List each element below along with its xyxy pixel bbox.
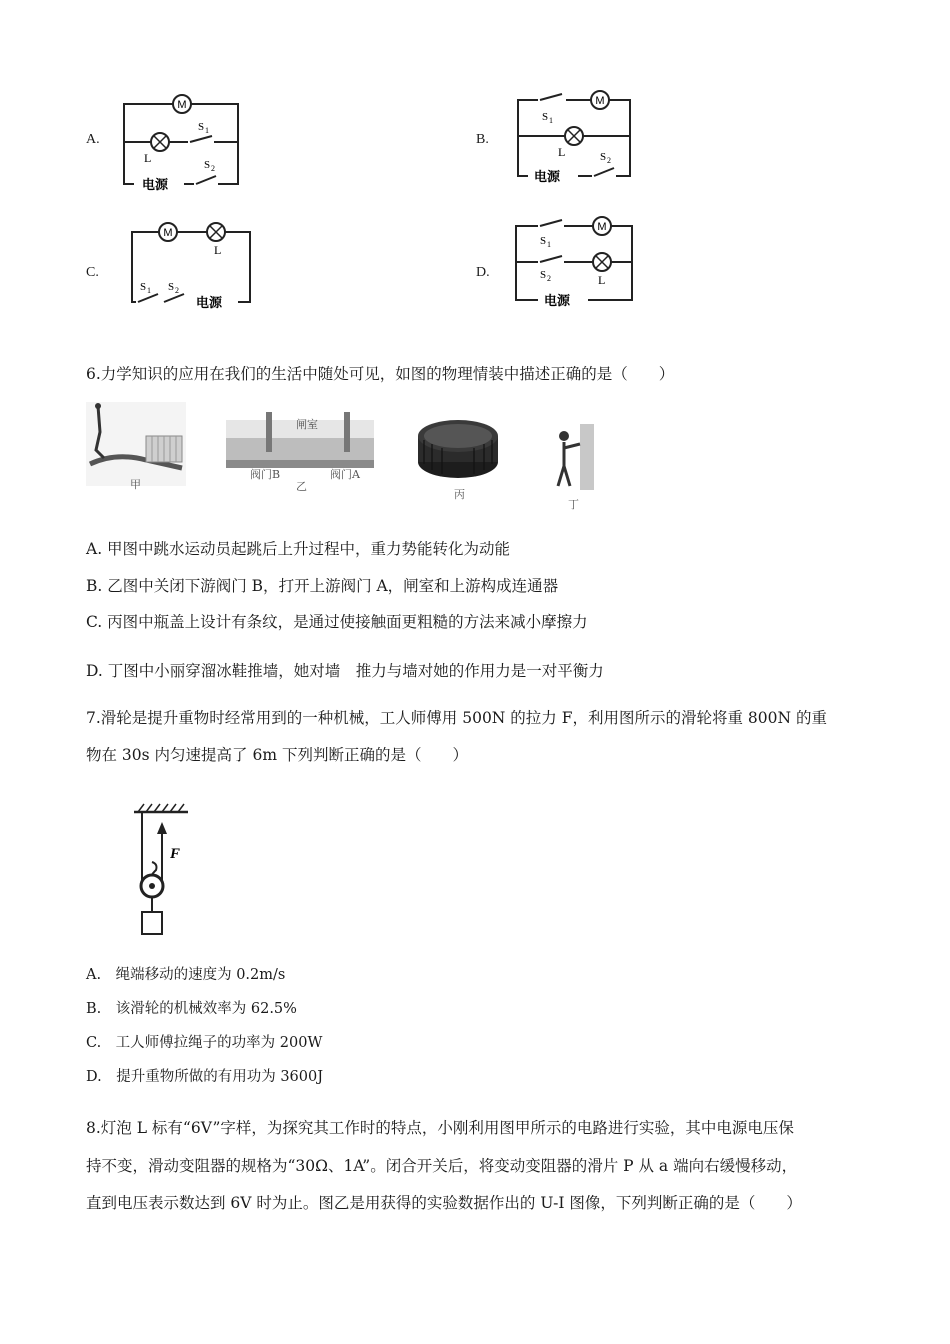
figure-label-jia: 甲	[130, 478, 141, 491]
question-6-option-a: A. 甲图中跳水运动员起跳后上升过程中，重力势能转化为动能	[86, 540, 511, 558]
figure-label-valve-a: 阀门A	[330, 468, 360, 481]
lamp-label: L	[144, 151, 152, 165]
svg-text:S: S	[540, 269, 547, 281]
question-7-option-a: A. 绳端移动的速度为 0.2m/s	[86, 967, 286, 983]
svg-text:M: M	[595, 95, 605, 107]
circuit-diagram-c	[124, 218, 258, 314]
svg-text:1: 1	[547, 240, 551, 249]
svg-text:S: S	[140, 281, 147, 293]
svg-text:1: 1	[147, 286, 151, 295]
svg-text:M: M	[597, 221, 607, 233]
svg-text:S: S	[168, 281, 175, 293]
force-label: F	[170, 846, 181, 862]
question-7-option-b: B. 该滑轮的机械效率为 62.5%	[86, 1001, 297, 1017]
figure-pulley	[128, 800, 200, 946]
figure-label-yi: 乙	[296, 480, 307, 493]
svg-text:S: S	[540, 235, 547, 247]
svg-text:2: 2	[175, 286, 179, 295]
figure-label-ding: 丁	[568, 498, 579, 511]
question-7-option-d: D. 提升重物所做的有用功为 3600J	[86, 1069, 324, 1085]
option-letter-a: A.	[86, 132, 100, 147]
motor-label: M	[177, 99, 187, 111]
question-8-line-3: 直到电压表示数达到 6V 时为止。图乙是用获得的实验数据作出的 U-I 图像，下列判断正确的是（ ）	[86, 1194, 802, 1212]
circuit-diagram-d	[508, 212, 640, 310]
figure-yi-canal-lock	[226, 406, 374, 493]
svg-text:S: S	[204, 159, 211, 171]
figure-label-lock-chamber: 闸室	[296, 418, 318, 431]
figure-ding-girl-pushing-wall	[550, 424, 594, 511]
svg-text:S: S	[600, 151, 607, 163]
question-8-line-2: 持不变，滑动变阻器的规格为“30Ω、1A”。闭合开关后，将变动变阻器的滑片 P 从 a 端向右缓慢移动，	[86, 1157, 798, 1175]
svg-text:L: L	[558, 145, 566, 159]
question-7-option-c: C. 工人师傅拉绳子的功率为 200W	[86, 1035, 323, 1051]
circuit-diagram-a	[118, 94, 246, 192]
power-source-label: 电源	[544, 294, 571, 309]
svg-text:L: L	[598, 273, 606, 287]
svg-text:2: 2	[547, 274, 551, 283]
svg-text:1: 1	[205, 126, 209, 135]
svg-text:2: 2	[211, 164, 215, 173]
question-6-option-b: B. 乙图中关闭下游阀门 B，打开上游阀门 A，闸室和上游构成连通器	[86, 577, 559, 595]
question-8-line-1: 8.灯泡 L 标有“6V”字样，为探究其工作时的特点，小刚利用图甲所示的电路进行实验，其中电源电压保	[86, 1119, 794, 1137]
question-6-option-c: C. 丙图中瓶盖上设计有条纹，是通过使接触面更粗糙的方法来减小摩擦力	[86, 613, 588, 631]
option-letter-c: C.	[86, 265, 99, 280]
svg-text:S: S	[542, 111, 549, 123]
power-source-label: 电源	[142, 178, 169, 192]
power-source-label: 电源	[534, 170, 561, 185]
figure-bing-bottle-cap	[416, 414, 500, 501]
question-6-stem: 6.力学知识的应用在我们的生活中随处可见，如图的物理情装中描述正确的是（ ）	[86, 365, 675, 383]
svg-text:2: 2	[607, 156, 611, 165]
svg-text:1: 1	[549, 116, 553, 125]
figure-jia-diver	[86, 402, 186, 490]
power-source-label: 电源	[196, 296, 223, 311]
figure-label-valve-b: 阀门B	[250, 468, 281, 481]
svg-text:M: M	[163, 227, 173, 239]
option-letter-d: D.	[476, 265, 490, 280]
circuit-diagram-b	[510, 90, 638, 188]
option-letter-b: B.	[476, 132, 489, 147]
question-6-option-d: D. 丁图中小丽穿溜冰鞋推墙，她对墙 推力与墙对她的作用力是一对平衡力	[86, 662, 604, 680]
question-7-stem-line-1: 7.滑轮是提升重物时经常用到的一种机械，工人师傅用 500N 的拉力 F，利用图所示的滑轮将重 800N 的重	[86, 709, 827, 727]
svg-text:L: L	[214, 243, 222, 257]
question-7-stem-line-2: 物在 30s 内匀速提高了 6m 下列判断正确的是（ ）	[86, 746, 468, 764]
figure-label-bing: 丙	[454, 488, 465, 501]
svg-text:S: S	[198, 121, 205, 133]
